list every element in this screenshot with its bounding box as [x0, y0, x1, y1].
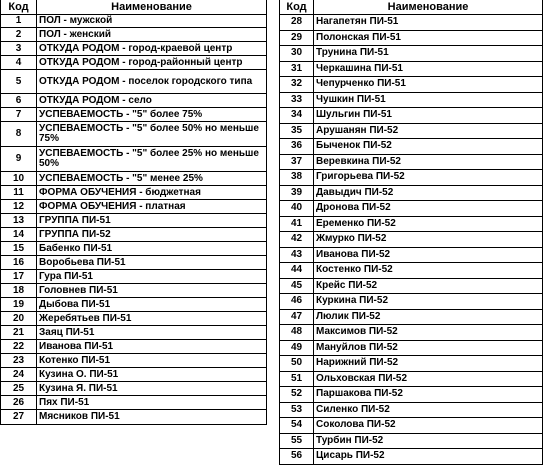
- table-row: [280, 108, 543, 124]
- row-name: Еременко ПИ-52: [314, 216, 543, 232]
- table-row: [280, 433, 543, 449]
- row-code: 6: [1, 94, 37, 108]
- table-row: [1, 147, 267, 172]
- row-code: 17: [1, 270, 37, 284]
- table-row: [280, 154, 543, 170]
- row-name: Кузина О. ПИ-51: [37, 368, 267, 382]
- table-row: [280, 216, 543, 232]
- row-code: 18: [1, 284, 37, 298]
- row-code: 20: [1, 312, 37, 326]
- table-row: [280, 449, 543, 465]
- table-row: [1, 410, 267, 425]
- row-code: 56: [280, 449, 314, 465]
- row-code: 32: [280, 77, 314, 93]
- table-row: [280, 340, 543, 356]
- row-name: Силенко ПИ-52: [314, 402, 543, 418]
- row-name: Полонская ПИ-51: [314, 30, 543, 46]
- table-row: [280, 278, 543, 294]
- row-name: ОТКУДА РОДОМ - село: [37, 94, 267, 108]
- row-code: 49: [280, 340, 314, 356]
- table-row: [280, 139, 543, 155]
- table-row: [280, 15, 543, 31]
- table-row: [280, 77, 543, 93]
- table-row: [1, 94, 267, 108]
- row-name: Нарижний ПИ-52: [314, 356, 543, 372]
- row-code: 37: [280, 154, 314, 170]
- row-code: 43: [280, 247, 314, 263]
- row-code: 33: [280, 92, 314, 108]
- table-row: [280, 92, 543, 108]
- row-name: Иванова ПИ-52: [314, 247, 543, 263]
- row-code: 13: [1, 214, 37, 228]
- row-code: 28: [280, 15, 314, 31]
- row-code: 25: [1, 382, 37, 396]
- row-code: 4: [1, 56, 37, 70]
- right-code-table: [279, 0, 543, 465]
- row-name: УСПЕВАЕМОСТЬ - "5" более 25% но меньше 50%: [37, 147, 267, 172]
- row-code: 47: [280, 309, 314, 325]
- table-row: [1, 284, 267, 298]
- row-code: 26: [1, 396, 37, 410]
- row-code: 39: [280, 185, 314, 201]
- row-name: УСПЕВАЕМОСТЬ - "5" более 75%: [37, 108, 267, 122]
- header-name: Наименование: [37, 0, 267, 15]
- table-row: [280, 30, 543, 46]
- row-name: Воробьева ПИ-51: [37, 256, 267, 270]
- table-row: [280, 387, 543, 403]
- row-name: Иванова ПИ-51: [37, 340, 267, 354]
- row-code: 10: [1, 172, 37, 186]
- row-name: Черкашина ПИ-51: [314, 61, 543, 77]
- table-row: [1, 326, 267, 340]
- table-row: [1, 42, 267, 56]
- table-row: [280, 294, 543, 310]
- row-code: 55: [280, 433, 314, 449]
- row-code: 27: [1, 410, 37, 425]
- row-name: Быченок ПИ-52: [314, 139, 543, 155]
- table-row: [1, 122, 267, 147]
- row-code: 53: [280, 402, 314, 418]
- row-name: ГРУППА ПИ-52: [37, 228, 267, 242]
- row-name: Паршакова ПИ-52: [314, 387, 543, 403]
- table-row: [1, 312, 267, 326]
- row-name: Дронова ПИ-52: [314, 201, 543, 217]
- row-name: Пях ПИ-51: [37, 396, 267, 410]
- table-row: [280, 46, 543, 62]
- row-code: 2: [1, 28, 37, 42]
- table-row: [1, 56, 267, 70]
- table-row: [280, 61, 543, 77]
- table-row: [1, 186, 267, 200]
- row-name: УСПЕВАЕМОСТЬ - "5" более 50% но меньше 75%: [37, 122, 267, 147]
- row-name: Цисарь ПИ-52: [314, 449, 543, 465]
- row-code: 19: [1, 298, 37, 312]
- row-name: Максимов ПИ-52: [314, 325, 543, 341]
- table-row: [1, 368, 267, 382]
- row-name: ОТКУДА РОДОМ - поселок городского типа: [37, 70, 267, 94]
- row-code: 51: [280, 371, 314, 387]
- row-code: 14: [1, 228, 37, 242]
- row-name: Люлик ПИ-52: [314, 309, 543, 325]
- row-name: Турбин ПИ-52: [314, 433, 543, 449]
- table-row: [1, 214, 267, 228]
- row-name: ФОРМА ОБУЧЕНИЯ - бюджетная: [37, 186, 267, 200]
- row-code: 41: [280, 216, 314, 232]
- header-code: Код: [280, 0, 314, 15]
- row-code: 23: [1, 354, 37, 368]
- row-code: 36: [280, 139, 314, 155]
- row-name: Гура ПИ-51: [37, 270, 267, 284]
- right-table-body: [280, 15, 543, 465]
- row-code: 44: [280, 263, 314, 279]
- row-name: Давыдич ПИ-52: [314, 185, 543, 201]
- row-code: 45: [280, 278, 314, 294]
- table-row: [1, 242, 267, 256]
- row-name: Трунина ПИ-51: [314, 46, 543, 62]
- row-name: Соколова ПИ-52: [314, 418, 543, 434]
- table-row: [1, 70, 267, 94]
- row-name: Чепурченко ПИ-51: [314, 77, 543, 93]
- table-row: [1, 396, 267, 410]
- row-code: 5: [1, 70, 37, 94]
- table-row: [280, 356, 543, 372]
- row-code: 50: [280, 356, 314, 372]
- table-row: [1, 15, 267, 28]
- row-code: 12: [1, 200, 37, 214]
- header-code: Код: [1, 0, 37, 15]
- table-row: [280, 123, 543, 139]
- table-row: [1, 256, 267, 270]
- row-name: ОТКУДА РОДОМ - город-краевой центр: [37, 42, 267, 56]
- row-code: 46: [280, 294, 314, 310]
- row-name: Котенко ПИ-51: [37, 354, 267, 368]
- table-row: [280, 263, 543, 279]
- table-row: [1, 270, 267, 284]
- row-code: 24: [1, 368, 37, 382]
- row-name: ПОЛ - мужской: [37, 15, 267, 28]
- row-name: Жеребятьев ПИ-51: [37, 312, 267, 326]
- row-name: Григорьева ПИ-52: [314, 170, 543, 186]
- header-name: Наименование: [314, 0, 543, 15]
- row-name: Чушкин ПИ-51: [314, 92, 543, 108]
- table-header-row: [280, 0, 543, 15]
- row-code: 31: [280, 61, 314, 77]
- left-table-body: [1, 15, 267, 425]
- row-code: 7: [1, 108, 37, 122]
- row-code: 3: [1, 42, 37, 56]
- row-code: 16: [1, 256, 37, 270]
- table-row: [1, 172, 267, 186]
- table-row: [280, 247, 543, 263]
- table-row: [1, 200, 267, 214]
- table-row: [280, 371, 543, 387]
- table-row: [1, 382, 267, 396]
- row-name: Костенко ПИ-52: [314, 263, 543, 279]
- row-code: 22: [1, 340, 37, 354]
- table-row: [1, 228, 267, 242]
- row-name: Мясников ПИ-51: [37, 410, 267, 425]
- row-name: Головнев ПИ-51: [37, 284, 267, 298]
- row-name: Дыбова ПИ-51: [37, 298, 267, 312]
- row-name: Куркина ПИ-52: [314, 294, 543, 310]
- row-name: ГРУППА ПИ-51: [37, 214, 267, 228]
- row-name: Шульгин ПИ-51: [314, 108, 543, 124]
- row-name: Жмурко ПИ-52: [314, 232, 543, 248]
- table-row: [280, 325, 543, 341]
- row-code: 9: [1, 147, 37, 172]
- row-code: 54: [280, 418, 314, 434]
- row-name: Заяц ПИ-51: [37, 326, 267, 340]
- row-code: 30: [280, 46, 314, 62]
- row-name: ОТКУДА РОДОМ - город-районный центр: [37, 56, 267, 70]
- row-code: 34: [280, 108, 314, 124]
- left-code-table: [0, 0, 267, 425]
- row-code: 11: [1, 186, 37, 200]
- table-row: [280, 232, 543, 248]
- row-code: 15: [1, 242, 37, 256]
- row-name: Ольховская ПИ-52: [314, 371, 543, 387]
- row-code: 8: [1, 122, 37, 147]
- row-name: ПОЛ - женский: [37, 28, 267, 42]
- row-name: Нагапетян ПИ-51: [314, 15, 543, 31]
- table-header-row: [1, 0, 267, 15]
- row-name: Веревкина ПИ-52: [314, 154, 543, 170]
- table-row: [1, 354, 267, 368]
- row-name: Крейс ПИ-52: [314, 278, 543, 294]
- row-code: 52: [280, 387, 314, 403]
- table-row: [280, 201, 543, 217]
- table-row: [280, 170, 543, 186]
- row-code: 21: [1, 326, 37, 340]
- row-code: 40: [280, 201, 314, 217]
- row-code: 29: [280, 30, 314, 46]
- row-code: 48: [280, 325, 314, 341]
- row-code: 35: [280, 123, 314, 139]
- row-code: 38: [280, 170, 314, 186]
- table-row: [1, 340, 267, 354]
- row-name: Арушанян ПИ-52: [314, 123, 543, 139]
- table-row: [280, 418, 543, 434]
- row-name: Мануйлов ПИ-52: [314, 340, 543, 356]
- row-name: УСПЕВАЕМОСТЬ - "5" менее 25%: [37, 172, 267, 186]
- row-name: Бабенко ПИ-51: [37, 242, 267, 256]
- table-row: [280, 185, 543, 201]
- table-row: [280, 402, 543, 418]
- row-code: 42: [280, 232, 314, 248]
- table-row: [1, 108, 267, 122]
- table-row: [280, 309, 543, 325]
- row-name: Кузина Я. ПИ-51: [37, 382, 267, 396]
- table-row: [1, 28, 267, 42]
- table-row: [1, 298, 267, 312]
- row-name: ФОРМА ОБУЧЕНИЯ - платная: [37, 200, 267, 214]
- row-code: 1: [1, 15, 37, 28]
